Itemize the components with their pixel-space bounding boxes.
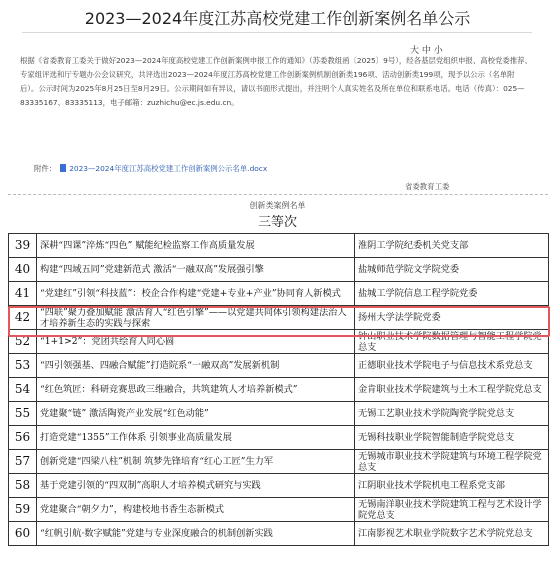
cell-unit: 正德职业技术学院电子与信息技术系党总支: [355, 354, 549, 378]
table-row: [9, 258, 549, 282]
attachment-row: [34, 163, 267, 174]
table-row: [9, 378, 549, 402]
cell-num: 56: [9, 426, 37, 450]
cell-case: 党建聚合“朝夕力”，构建校地书香生态新模式: [37, 498, 355, 522]
table-row: [9, 450, 549, 474]
cell-num: 55: [9, 402, 37, 426]
cell-unit: 扬州大学法学院党委: [355, 306, 549, 330]
cell-case: “党建红”引领“科技蓝”：校企合作构建“党建+专业+产业”协同育人新模式: [37, 282, 355, 306]
cell-unit: 无锡南洋职业技术学院建筑工程与艺术设计学院党总支: [355, 498, 549, 522]
page-title: 2023—2024年度江苏高校党建工作创新案例名单公示: [84, 9, 471, 28]
attachment-label: 附件：: [34, 164, 57, 173]
title-divider: [22, 32, 532, 33]
document-image-title: 创新类案例名单: [249, 201, 306, 210]
table-row: [9, 282, 549, 306]
cell-num: 40: [9, 258, 37, 282]
grade-heading: 三等次: [257, 215, 297, 230]
cell-num: 60: [9, 522, 37, 546]
cell-case: 党建聚“链” 激活陶瓷产业发展“红色动能”: [37, 402, 355, 426]
cell-num: 42: [9, 306, 37, 330]
cell-num: 39: [9, 234, 37, 258]
cell-case: “1+1>2”：党团共绘育人同心圆: [37, 330, 355, 354]
cell-case: 打造党建“1355”工作体系 引领事业高质量发展: [37, 426, 355, 450]
cell-case: “四联”聚力叠加赋能 激活育人“红色引擎”——以党建共同体引领构建法治人才培养新生态的实践与探索: [37, 306, 355, 330]
announcement-body: 根据《省委教育工委关于做好2023—2024年度高校党建工作创新案例申报工作的通知》（苏委教组函〔2025〕9号），经各基层党组织申报、高校党委推荐、专家组评选和厅专题办公会议研究，共评选出2023—2024年度江苏高校党建工作创新案例机制创新类196项、活动创新类199项，现予以公示（名单附后）。公示时间为2025年8月25日至8月29日。公示期间如有异议，请以书面形式提出，并注明个人真实姓名及所在单位和联系电话。电话（传真）：025—83335167、83335113，电子邮箱：zuzhichu@ec.js.edu.cn。: [20, 56, 532, 107]
cell-unit: 钟山职业技术学院数据管理与智能工程学院党总支: [355, 330, 549, 354]
table-row: [9, 522, 549, 546]
attachment-link[interactable]: 2023—2024年度江苏高校党建工作创新案例公示名单.docx: [69, 164, 268, 173]
cell-num: 52: [9, 330, 37, 354]
table-row: [9, 402, 549, 426]
cell-case: “四引领强基、四融合赋能”打造院系“一融双高”发展新机制: [37, 354, 355, 378]
cell-case: “红色筑匠：科研竞赛思政三维融合，共筑建筑人才培养新模式”: [37, 378, 355, 402]
cell-unit: 无锡工艺职业技术学院陶瓷学院党总支: [355, 402, 549, 426]
cell-num: 58: [9, 474, 37, 498]
cell-num: 41: [9, 282, 37, 306]
image-top-edge: [8, 194, 548, 195]
table-row: [9, 498, 549, 522]
cell-num: 59: [9, 498, 37, 522]
table-row: [9, 426, 549, 450]
font-size-controls[interactable]: 大 中 小: [410, 46, 443, 56]
cell-case: 构建“四域五同”党建新范式 激活“一融双高”发展强引擎: [37, 258, 355, 282]
cell-case: 深耕“四课”淬炼“四色” 赋能纪检监察工作高质量发展: [37, 234, 355, 258]
cell-num: 54: [9, 378, 37, 402]
cell-unit: 盐城工学院信息工程学院党委: [355, 282, 549, 306]
cell-unit: 江南影视艺术职业学院数字艺术学院党总支: [355, 522, 549, 546]
cell-case: “红帆引航·数字赋能”党建与专业深度融合的机制创新实践: [37, 522, 355, 546]
cell-unit: 金肯职业技术学院建筑与土木工程学院党总支: [355, 378, 549, 402]
cell-case: 创新党建“四梁八柱”机制 筑梦先锋培育“红心工匠”生力军: [37, 450, 355, 474]
table-row: [9, 474, 549, 498]
cell-unit: 无锡科技职业学院智能制造学院党总支: [355, 426, 549, 450]
case-list-table: [8, 233, 549, 546]
table-row: [9, 234, 549, 258]
highlight-box: [8, 306, 550, 337]
docx-file-icon: [60, 164, 66, 172]
cell-unit: 江阴职业技术学院机电工程系党支部: [355, 474, 549, 498]
cell-case: 基于党建引领的“四双制”高职人才培养模式研究与实践: [37, 474, 355, 498]
cell-unit: 无锡城市职业技术学院建筑与环境工程学院党总支: [355, 450, 549, 474]
cell-num: 53: [9, 354, 37, 378]
table-row: [9, 354, 549, 378]
cell-unit: 盐城师范学院文学院党委: [355, 258, 549, 282]
cell-num: 57: [9, 450, 37, 474]
cell-unit: 淮阴工学院纪委机关党支部: [355, 234, 549, 258]
issuer-signature: 省委教育工委: [405, 182, 450, 191]
